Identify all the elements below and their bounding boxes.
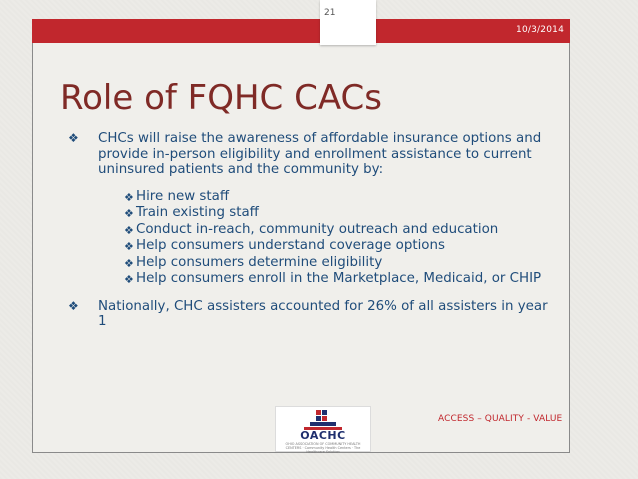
sub-bullet-text: Help consumers understand coverage options (136, 238, 445, 253)
slide-title: Role of FQHC CACs (60, 78, 382, 118)
slide-date: 10/3/2014 (516, 25, 564, 35)
sub-bullet-icon: ❖ (124, 207, 134, 220)
sub-bullet-item (124, 222, 548, 238)
sub-bullet-text: Conduct in-reach, community outreach and education (136, 221, 499, 237)
footer-tagline: ACCESS – QUALITY - VALUE (438, 414, 563, 424)
logo-text: OACHC (300, 429, 346, 442)
sub-bullet-item (124, 238, 548, 254)
sub-bullet-item (124, 205, 548, 221)
logo-subtitle: OHIO ASSOCIATION OF COMMUNITY HEALTH CENTERS · Community Health Centers · The Healthcare Solution (285, 442, 361, 454)
sub-bullet-item (124, 189, 548, 205)
sub-bullet-item (124, 271, 548, 287)
sub-bullet-icon: ❖ (124, 273, 134, 286)
bullet-item (68, 299, 548, 330)
sub-bullet-text: Hire new staff (136, 188, 230, 204)
sub-bullet-list (98, 189, 548, 287)
sub-bullet-icon: ❖ (124, 223, 134, 237)
oachc-logo (275, 406, 371, 452)
slide-number-tab (320, 0, 376, 45)
slide-content (68, 131, 548, 330)
sub-bullet-text: Train existing staff (136, 205, 259, 220)
bullet-text: Nationally, CHC assisters accounted for 26% of all assisters in year 1 (98, 298, 548, 329)
sub-bullet-text: Help consumers enroll in the Marketplace, Medicaid, or CHIP (136, 271, 542, 286)
bullet-icon: ❖ (68, 131, 79, 145)
sub-bullet-icon: ❖ (124, 240, 134, 253)
sub-bullet-item (124, 255, 548, 271)
bullet-item (68, 131, 548, 287)
bullet-text: CHCs will raise the awareness of affordable insurance options and provide in-person eligibility and enrollment assistance to current uninsured patients and the community by: (98, 131, 542, 177)
bullet-icon: ❖ (68, 298, 79, 313)
sub-bullet-icon: ❖ (124, 256, 134, 270)
slide-number: 21 (324, 8, 336, 18)
sub-bullet-icon: ❖ (124, 190, 134, 204)
sub-bullet-text: Help consumers determine eligibility (136, 254, 383, 270)
